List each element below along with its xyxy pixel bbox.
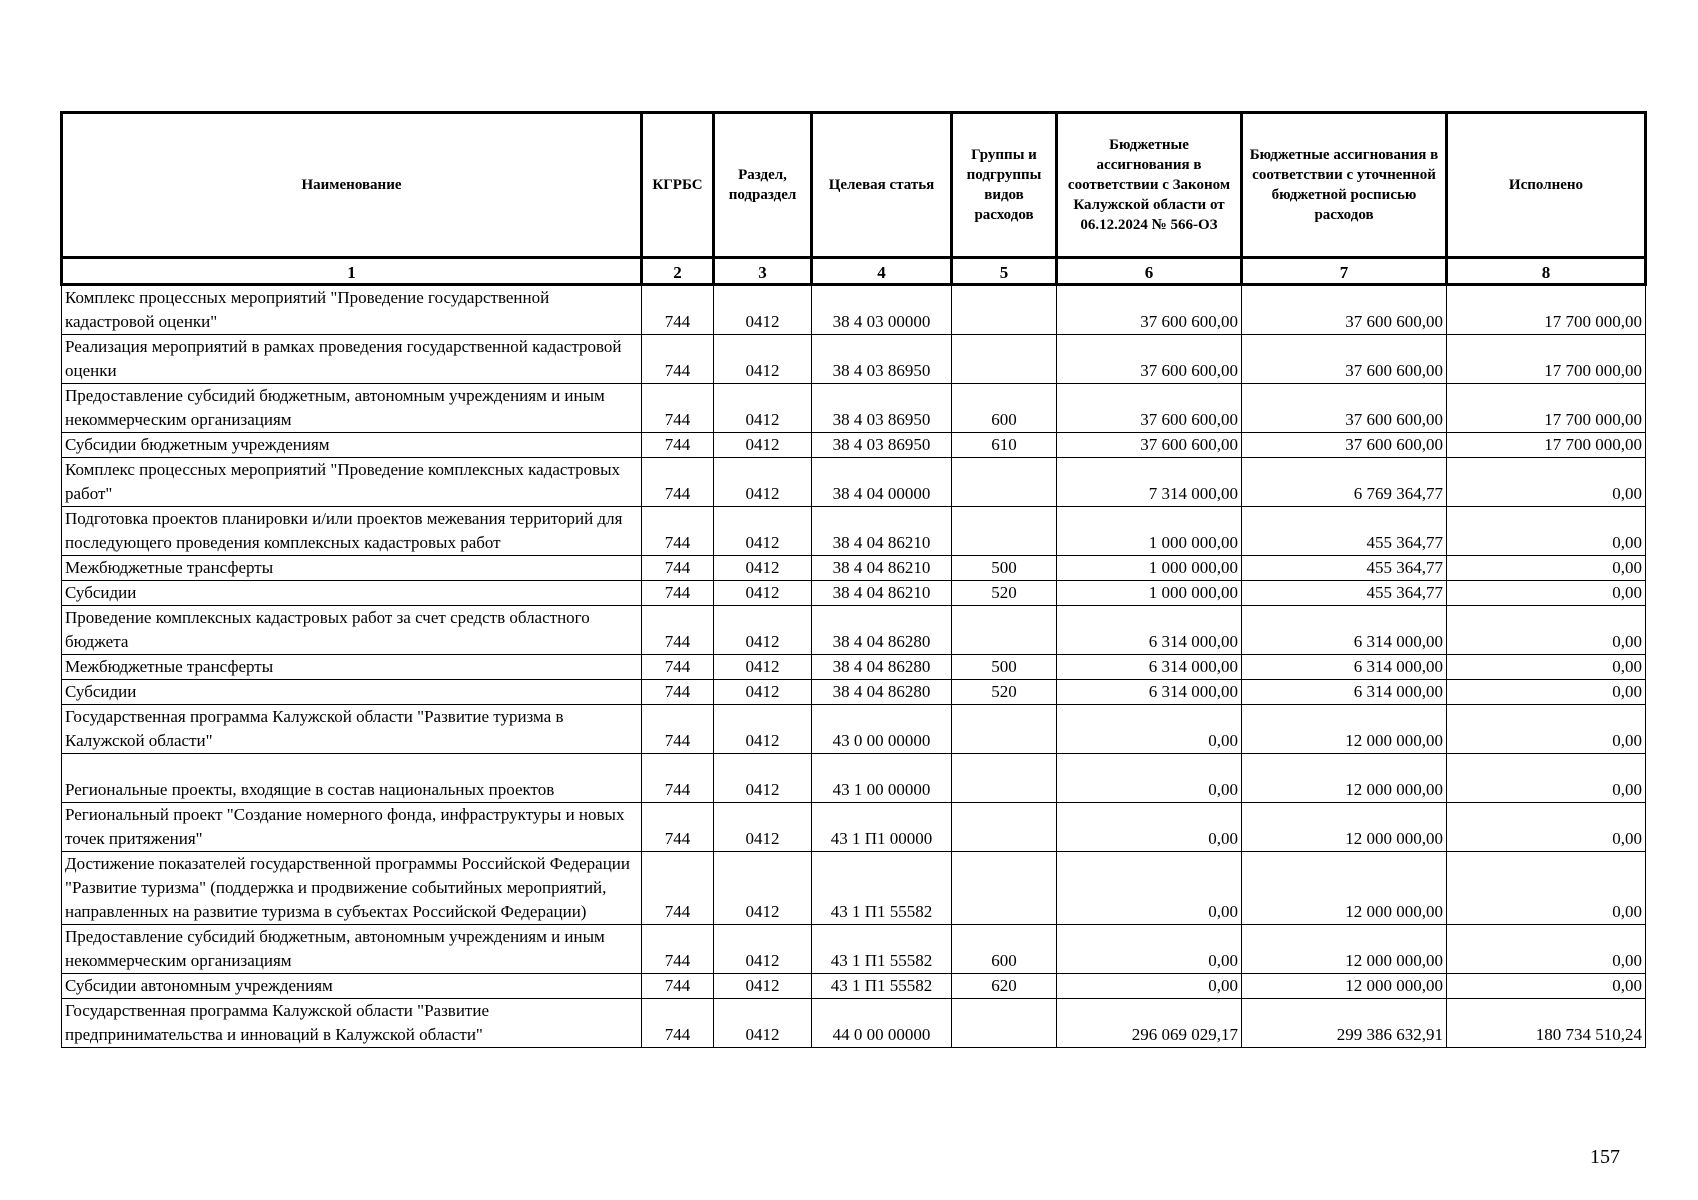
cell-expense-group: 620 — [952, 974, 1057, 999]
cell-expense-group — [952, 705, 1057, 754]
cell-kgrbs: 744 — [642, 581, 714, 606]
cell-razdel: 0412 — [714, 606, 812, 655]
cell-target-article: 38 4 03 86950 — [812, 433, 952, 458]
cell-revised-allocation: 12 000 000,00 — [1242, 803, 1447, 852]
column-number-row — [62, 258, 1646, 285]
cell-kgrbs: 744 — [642, 803, 714, 852]
cell-name: Проведение комплексных кадастровых работ за счет средств областного бюджета — [62, 606, 642, 655]
cell-target-article: 38 4 04 86210 — [812, 507, 952, 556]
header-name: Наименование — [62, 113, 642, 258]
cell-expense-group — [952, 852, 1057, 925]
cell-revised-allocation: 299 386 632,91 — [1242, 999, 1447, 1048]
cell-expense-group — [952, 285, 1057, 335]
cell-name: Предоставление субсидий бюджетным, автономным учреждениям и иным некоммерческим организациям — [62, 925, 642, 974]
cell-kgrbs: 744 — [642, 458, 714, 507]
header-executed: Исполнено — [1447, 113, 1646, 258]
cell-kgrbs: 744 — [642, 507, 714, 556]
cell-target-article: 43 1 П1 55582 — [812, 925, 952, 974]
table-row — [62, 384, 1646, 433]
budget-table — [60, 111, 1647, 1048]
cell-law-allocation: 0,00 — [1057, 705, 1242, 754]
cell-name: Субсидии бюджетным учреждениям — [62, 433, 642, 458]
table-row — [62, 433, 1646, 458]
cell-executed: 0,00 — [1447, 705, 1646, 754]
cell-law-allocation: 7 314 000,00 — [1057, 458, 1242, 507]
cell-kgrbs: 744 — [642, 285, 714, 335]
table-row — [62, 335, 1646, 384]
column-number: 1 — [62, 258, 642, 285]
cell-target-article: 38 4 04 86210 — [812, 556, 952, 581]
table-row — [62, 581, 1646, 606]
cell-expense-group — [952, 335, 1057, 384]
cell-executed: 0,00 — [1447, 925, 1646, 974]
cell-expense-group: 520 — [952, 680, 1057, 705]
cell-name: Субсидии автономным учреждениям — [62, 974, 642, 999]
header-target-article: Целевая статья — [812, 113, 952, 258]
cell-kgrbs: 744 — [642, 754, 714, 803]
cell-executed: 0,00 — [1447, 458, 1646, 507]
cell-razdel: 0412 — [714, 680, 812, 705]
cell-law-allocation: 37 600 600,00 — [1057, 433, 1242, 458]
header-razdel: Раздел, подраздел — [714, 113, 812, 258]
table-row — [62, 852, 1646, 925]
cell-executed: 17 700 000,00 — [1447, 433, 1646, 458]
column-number: 3 — [714, 258, 812, 285]
cell-expense-group — [952, 606, 1057, 655]
cell-target-article: 38 4 04 86280 — [812, 680, 952, 705]
cell-revised-allocation: 12 000 000,00 — [1242, 925, 1447, 974]
cell-razdel: 0412 — [714, 852, 812, 925]
column-number: 5 — [952, 258, 1057, 285]
cell-law-allocation: 296 069 029,17 — [1057, 999, 1242, 1048]
cell-law-allocation: 0,00 — [1057, 803, 1242, 852]
cell-razdel: 0412 — [714, 556, 812, 581]
cell-executed: 0,00 — [1447, 754, 1646, 803]
cell-executed: 0,00 — [1447, 655, 1646, 680]
cell-executed: 17 700 000,00 — [1447, 335, 1646, 384]
table-row — [62, 285, 1646, 335]
cell-target-article: 38 4 04 86280 — [812, 606, 952, 655]
header-law-allocations: Бюджетные ассигнования в соответствии с Законом Калужской области от 06.12.2024 № 566-ОЗ — [1057, 113, 1242, 258]
cell-razdel: 0412 — [714, 705, 812, 754]
cell-executed: 17 700 000,00 — [1447, 285, 1646, 335]
cell-revised-allocation: 6 769 364,77 — [1242, 458, 1447, 507]
cell-kgrbs: 744 — [642, 335, 714, 384]
cell-expense-group — [952, 803, 1057, 852]
cell-revised-allocation: 37 600 600,00 — [1242, 384, 1447, 433]
header-row — [62, 113, 1646, 258]
header-expense-groups: Группы и подгруппы видов расходов — [952, 113, 1057, 258]
cell-revised-allocation: 455 364,77 — [1242, 581, 1447, 606]
cell-executed: 0,00 — [1447, 507, 1646, 556]
cell-expense-group — [952, 999, 1057, 1048]
cell-expense-group: 600 — [952, 925, 1057, 974]
cell-expense-group — [952, 458, 1057, 507]
cell-razdel: 0412 — [714, 433, 812, 458]
cell-target-article: 38 4 04 86210 — [812, 581, 952, 606]
cell-expense-group — [952, 754, 1057, 803]
cell-revised-allocation: 6 314 000,00 — [1242, 655, 1447, 680]
cell-law-allocation: 6 314 000,00 — [1057, 655, 1242, 680]
cell-expense-group: 500 — [952, 655, 1057, 680]
cell-kgrbs: 744 — [642, 852, 714, 925]
cell-name: Государственная программа Калужской области "Развитие предпринимательства и инноваций в Калужской области" — [62, 999, 642, 1048]
cell-revised-allocation: 12 000 000,00 — [1242, 852, 1447, 925]
cell-law-allocation: 0,00 — [1057, 754, 1242, 803]
cell-expense-group: 600 — [952, 384, 1057, 433]
cell-executed: 0,00 — [1447, 803, 1646, 852]
cell-law-allocation: 0,00 — [1057, 852, 1242, 925]
cell-razdel: 0412 — [714, 974, 812, 999]
table-body — [62, 285, 1646, 1048]
cell-target-article: 43 1 П1 00000 — [812, 803, 952, 852]
cell-razdel: 0412 — [714, 384, 812, 433]
cell-razdel: 0412 — [714, 999, 812, 1048]
cell-target-article: 44 0 00 00000 — [812, 999, 952, 1048]
cell-kgrbs: 744 — [642, 974, 714, 999]
table-row — [62, 556, 1646, 581]
cell-revised-allocation: 6 314 000,00 — [1242, 606, 1447, 655]
column-number: 8 — [1447, 258, 1646, 285]
cell-expense-group: 500 — [952, 556, 1057, 581]
cell-razdel: 0412 — [714, 581, 812, 606]
cell-target-article: 43 1 00 00000 — [812, 754, 952, 803]
cell-revised-allocation: 37 600 600,00 — [1242, 335, 1447, 384]
cell-revised-allocation: 455 364,77 — [1242, 556, 1447, 581]
cell-name: Предоставление субсидий бюджетным, автономным учреждениям и иным некоммерческим организациям — [62, 384, 642, 433]
cell-executed: 0,00 — [1447, 606, 1646, 655]
table-row — [62, 680, 1646, 705]
column-number: 7 — [1242, 258, 1447, 285]
cell-razdel: 0412 — [714, 285, 812, 335]
cell-expense-group: 520 — [952, 581, 1057, 606]
column-number: 2 — [642, 258, 714, 285]
cell-name: Комплекс процессных мероприятий "Проведение государственной кадастровой оценки" — [62, 285, 642, 335]
cell-revised-allocation: 455 364,77 — [1242, 507, 1447, 556]
table-row — [62, 507, 1646, 556]
cell-razdel: 0412 — [714, 803, 812, 852]
cell-name: Межбюджетные трансферты — [62, 655, 642, 680]
cell-law-allocation: 6 314 000,00 — [1057, 606, 1242, 655]
cell-kgrbs: 744 — [642, 655, 714, 680]
cell-razdel: 0412 — [714, 925, 812, 974]
cell-razdel: 0412 — [714, 335, 812, 384]
cell-razdel: 0412 — [714, 754, 812, 803]
cell-kgrbs: 744 — [642, 433, 714, 458]
cell-revised-allocation: 12 000 000,00 — [1242, 705, 1447, 754]
cell-expense-group: 610 — [952, 433, 1057, 458]
cell-revised-allocation: 37 600 600,00 — [1242, 433, 1447, 458]
table-row — [62, 754, 1646, 803]
column-number: 4 — [812, 258, 952, 285]
cell-kgrbs: 744 — [642, 556, 714, 581]
cell-name: Региональные проекты, входящие в состав национальных проектов — [62, 754, 642, 803]
cell-executed: 0,00 — [1447, 581, 1646, 606]
cell-target-article: 38 4 04 86280 — [812, 655, 952, 680]
cell-law-allocation: 0,00 — [1057, 974, 1242, 999]
cell-razdel: 0412 — [714, 507, 812, 556]
cell-law-allocation: 1 000 000,00 — [1057, 556, 1242, 581]
cell-executed: 0,00 — [1447, 974, 1646, 999]
cell-executed: 17 700 000,00 — [1447, 384, 1646, 433]
cell-target-article: 43 1 П1 55582 — [812, 974, 952, 999]
cell-target-article: 38 4 04 00000 — [812, 458, 952, 507]
cell-target-article: 38 4 03 86950 — [812, 335, 952, 384]
table-row — [62, 974, 1646, 999]
cell-law-allocation: 1 000 000,00 — [1057, 581, 1242, 606]
cell-law-allocation: 37 600 600,00 — [1057, 285, 1242, 335]
cell-kgrbs: 744 — [642, 384, 714, 433]
table-row — [62, 999, 1646, 1048]
table-row — [62, 925, 1646, 974]
cell-law-allocation: 37 600 600,00 — [1057, 384, 1242, 433]
header-revised-allocations: Бюджетные ассигнования в соответствии с уточненной бюджетной росписью расходов — [1242, 113, 1447, 258]
cell-target-article: 43 0 00 00000 — [812, 705, 952, 754]
cell-name: Субсидии — [62, 680, 642, 705]
cell-name: Комплекс процессных мероприятий "Проведение комплексных кадастровых работ" — [62, 458, 642, 507]
cell-name: Субсидии — [62, 581, 642, 606]
table-row — [62, 655, 1646, 680]
table-row — [62, 606, 1646, 655]
table-row — [62, 458, 1646, 507]
table-row — [62, 705, 1646, 754]
cell-revised-allocation: 37 600 600,00 — [1242, 285, 1447, 335]
cell-name: Реализация мероприятий в рамках проведения государственной кадастровой оценки — [62, 335, 642, 384]
cell-revised-allocation: 6 314 000,00 — [1242, 680, 1447, 705]
cell-law-allocation: 0,00 — [1057, 925, 1242, 974]
page-number: 157 — [1590, 1146, 1620, 1168]
cell-kgrbs: 744 — [642, 606, 714, 655]
cell-executed: 0,00 — [1447, 556, 1646, 581]
cell-expense-group — [952, 507, 1057, 556]
column-number: 6 — [1057, 258, 1242, 285]
cell-law-allocation: 1 000 000,00 — [1057, 507, 1242, 556]
cell-name: Межбюджетные трансферты — [62, 556, 642, 581]
cell-name: Достижение показателей государственной программы Российской Федерации "Развитие туризма" (поддержка и продвижение событийных мероприятий, направленных на развитие туризма в субъектах Российской Федерации) — [62, 852, 642, 925]
header-kgrbs: КГРБС — [642, 113, 714, 258]
cell-name: Подготовка проектов планировки и/или проектов межевания территорий для последующего проведения комплексных кадастровых работ — [62, 507, 642, 556]
cell-revised-allocation: 12 000 000,00 — [1242, 974, 1447, 999]
cell-executed: 0,00 — [1447, 680, 1646, 705]
cell-law-allocation: 37 600 600,00 — [1057, 335, 1242, 384]
cell-kgrbs: 744 — [642, 705, 714, 754]
cell-target-article: 43 1 П1 55582 — [812, 852, 952, 925]
cell-target-article: 38 4 03 00000 — [812, 285, 952, 335]
cell-name: Региональный проект "Создание номерного фонда, инфраструктуры и новых точек притяжения" — [62, 803, 642, 852]
cell-kgrbs: 744 — [642, 680, 714, 705]
cell-executed: 0,00 — [1447, 852, 1646, 925]
cell-target-article: 38 4 03 86950 — [812, 384, 952, 433]
cell-law-allocation: 6 314 000,00 — [1057, 680, 1242, 705]
cell-revised-allocation: 12 000 000,00 — [1242, 754, 1447, 803]
cell-razdel: 0412 — [714, 655, 812, 680]
cell-name: Государственная программа Калужской области "Развитие туризма в Калужской области" — [62, 705, 642, 754]
cell-executed: 180 734 510,24 — [1447, 999, 1646, 1048]
table-row — [62, 803, 1646, 852]
cell-kgrbs: 744 — [642, 925, 714, 974]
cell-kgrbs: 744 — [642, 999, 714, 1048]
cell-razdel: 0412 — [714, 458, 812, 507]
